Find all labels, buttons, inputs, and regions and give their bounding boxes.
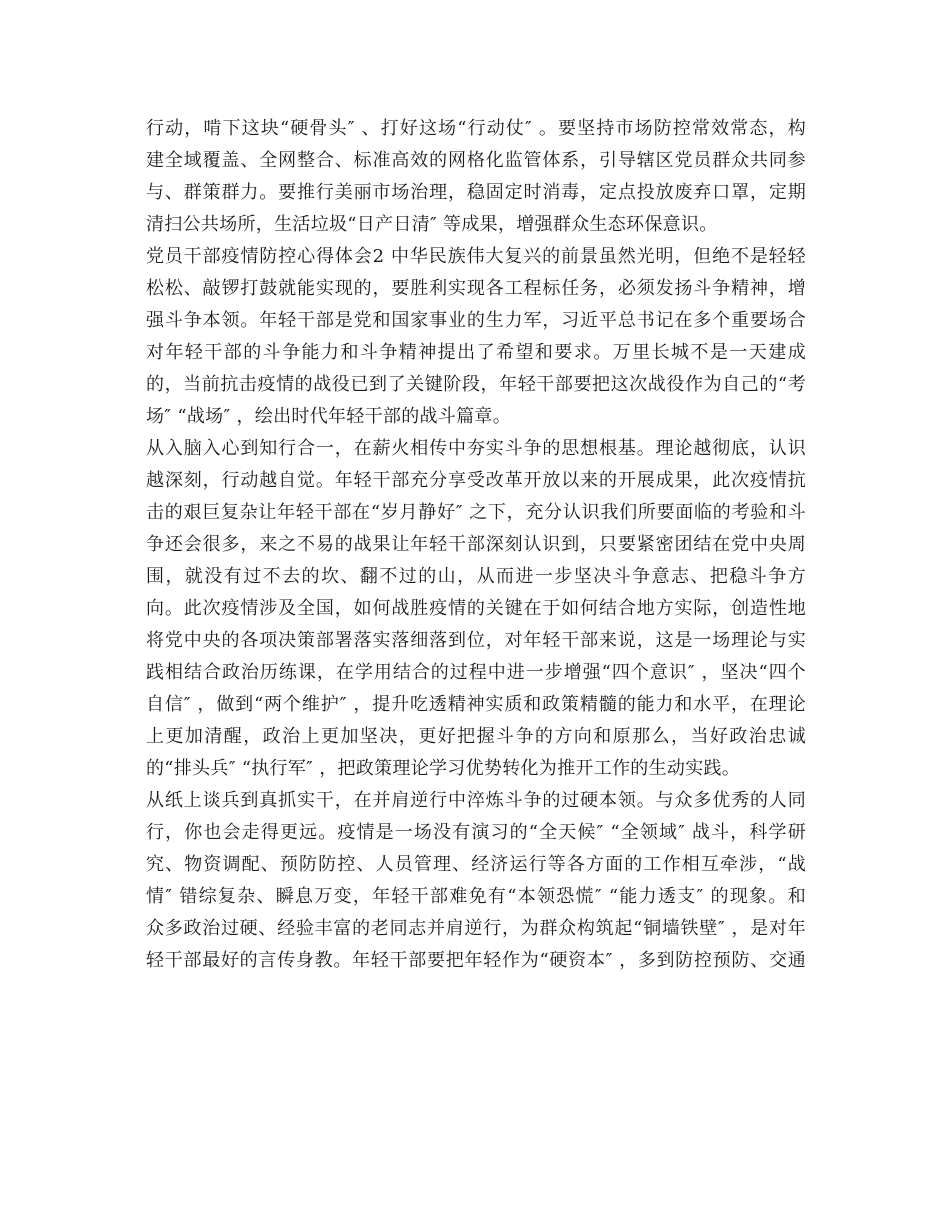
paragraph	[146, 433, 806, 785]
text-line: 行，你也会走得更远。疫情是一场没有演习的“全天候″ “全领域″ 战斗，科学研	[146, 822, 806, 843]
text-line: 究、物资调配、预防防控、人员管理、经济运行等各方面的工作相互牵涉，“战	[146, 854, 806, 875]
text-line: 党员干部疫情防控心得体会2 中华民族伟大复兴的前景虽然光明，但绝不是轻轻	[146, 246, 806, 267]
text-line: 建全域覆盖、全网整合、标准高效的网格化监管体系，引导辖区党员群众共同参	[146, 150, 806, 171]
text-line: 争还会很多，来之不易的战果让年轻干部深刻认识到，只要紧密团结在党中央周	[146, 534, 806, 555]
text-line: 松松、敲锣打鼓就能实现的，要胜利实现各工程标任务，必须发扬斗争精神，增	[146, 278, 806, 299]
text-line: 击的艰巨复杂让年轻干部在“岁月静好″ 之下，充分认识我们所要面临的考验和斗	[146, 502, 806, 523]
text-line: 清扫公共场所，生活垃圾“日产日清″ 等成果，增强群众生态环保意识。	[146, 214, 718, 235]
text-line: 围，就没有过不去的坎、翻不过的山，从而进一步坚决斗争意志、把稳斗争方	[146, 566, 806, 587]
text-line: 的“排头兵″ “执行军″ ，把政策理论学习优势转化为推开工作的生动实践。	[146, 758, 741, 779]
text-line: 自信″ ，做到“两个维护″ ，提升吃透精神实质和政策精髓的能力和水平，在理论	[146, 694, 806, 715]
text-line: 将党中央的各项决策部署落实落细落到位，对年轻干部来说，这是一场理论与实	[146, 630, 806, 651]
paragraph	[146, 113, 806, 241]
text-line: 行动，啃下这块“硬骨头″ 、打好这场“行动仗″ 。要坚持市场防控常效常态，构	[146, 118, 806, 139]
paragraph	[146, 241, 806, 433]
text-line: 场″ “战场″ ，绘出时代年轻干部的战斗篇章。	[146, 406, 511, 427]
text-line: 轻干部最好的言传身教。年轻干部要把年轻作为“硬资本″ ，多到防控预防、交通	[146, 950, 806, 971]
document-body	[146, 113, 806, 977]
text-line: 向。此次疫情涉及全国，如何战胜疫情的关键在于如何结合地方实际，创造性地	[146, 598, 806, 619]
text-line: 越深刻，行动越自觉。年轻干部充分享受改革开放以来的开展成果，此次疫情抗	[146, 470, 806, 491]
text-line: 对年轻干部的斗争能力和斗争精神提出了希望和要求。万里长城不是一天建成	[146, 342, 806, 363]
text-line: 从入脑入心到知行合一，在薪火相传中夯实斗争的思想根基。理论越彻底，认识	[146, 438, 806, 459]
paragraph	[146, 785, 806, 977]
text-line: 从纸上谈兵到真抓实干，在并肩逆行中淬炼斗争的过硬本领。与众多优秀的人同	[146, 790, 806, 811]
text-line: 强斗争本领。年轻干部是党和国家事业的生力军，习近平总书记在多个重要场合	[146, 310, 806, 331]
text-line: 情″ 错综复杂、瞬息万变，年轻干部难免有“本领恐慌″ “能力透支″ 的现象。和	[146, 886, 806, 907]
text-line: 与、群策群力。要推行美丽市场治理，稳固定时消毒，定点投放废弃口罩，定期	[146, 182, 806, 203]
text-line: 的，当前抗击疫情的战役已到了关键阶段，年轻干部要把这次战役作为自己的“考	[146, 374, 806, 395]
text-line: 上更加清醒，政治上更加坚决，更好把握斗争的方向和原那么，当好政治忠诚	[146, 726, 806, 747]
text-line: 众多政治过硬、经验丰富的老同志并肩逆行，为群众构筑起“铜墙铁壁″ ，是对年	[146, 918, 806, 939]
text-line: 践相结合政治历练课，在学用结合的过程中进一步增强“四个意识″ ，坚决“四个	[146, 662, 806, 683]
